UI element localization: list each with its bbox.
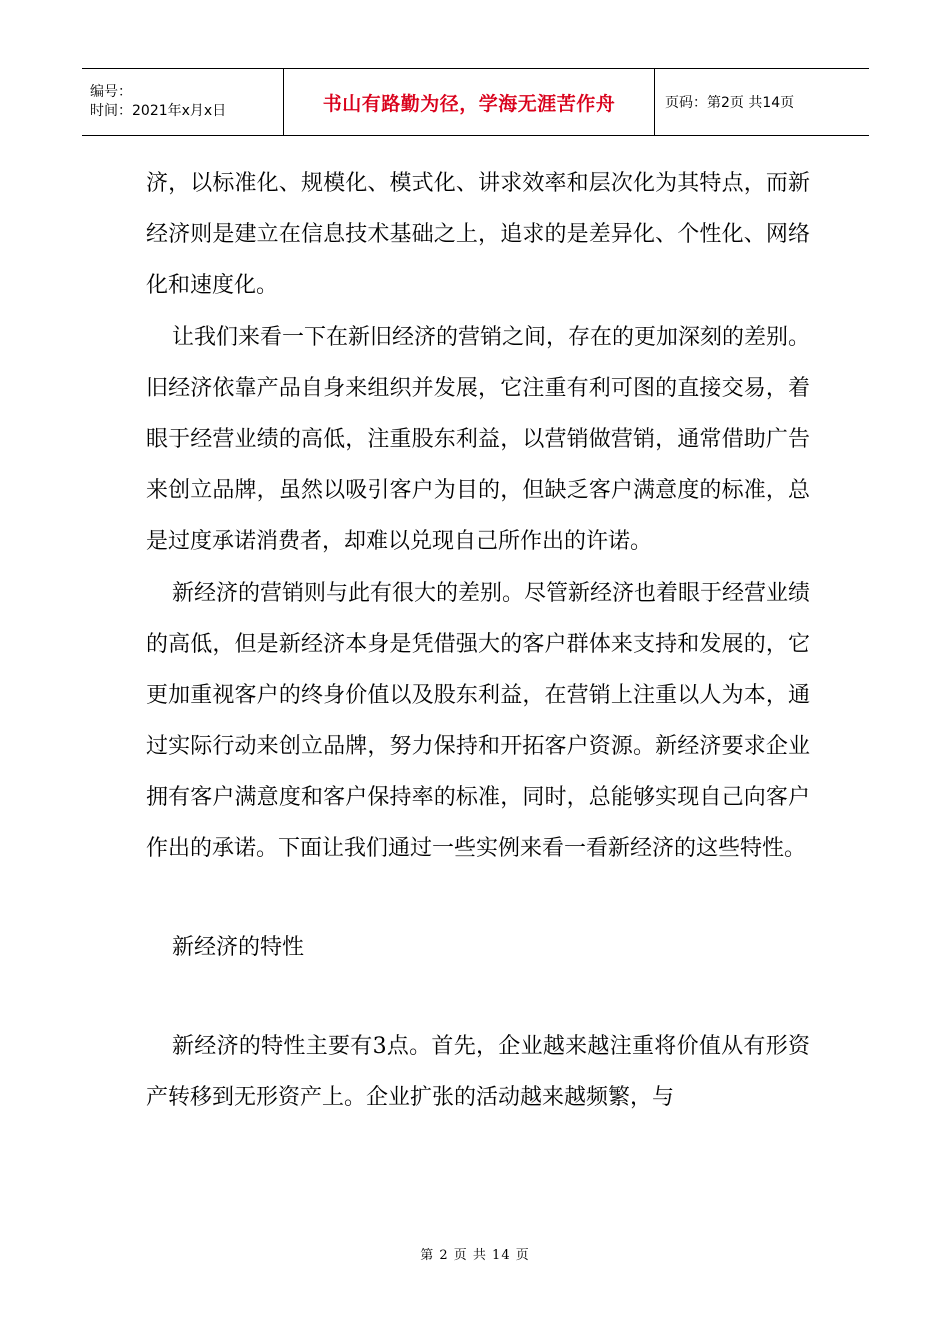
- section-heading: 新经济的特性: [172, 935, 305, 960]
- motto-text: 书山有路勤为径，学海无涯苦作舟: [322, 92, 616, 115]
- page-info: 页码：第2页 共14页: [665, 95, 795, 111]
- page-footer: 第 2 页 共 14 页: [420, 1248, 530, 1263]
- paragraph-2: 让我们来看一下在新旧经济的营销之间，存在的更加深刻的差别。旧经济依靠产品自身来组织并发展，它注重有利可图的直接交易，着眼于经营业绩的高低，注重股东利益，以营销做营销，通常借助广告来创立品牌，虽然以吸引客户为目的，但缺乏客户满意度的标准，总是过度承诺消费者，却难以兑现自己所作出的许诺。: [146, 325, 811, 554]
- time-label: 时间：2021年x月x日: [90, 103, 227, 119]
- paragraph-3: 新经济的营销则与此有很大的差别。尽管新经济也着眼于经营业绩的高低，但是新经济本身是凭借强大的客户群体来支持和发展的，它更加重视客户的终身价值以及股东利益，在营销上注重以人为本，通过实际行动来创立品牌，努力保持和开拓客户资源。新经济要求企业拥有客户满意度和客户保持率的标准，同时，总能够实现自己向客户作出的承诺。下面让我们通过一些实例来看一看新经济的这些特性。: [146, 581, 811, 861]
- paragraph-4: 新经济的特性主要有3点。首先，企业越来越注重将价值从有形资产转移到无形资产上。企业扩张的活动越来越频繁，与: [146, 1034, 810, 1110]
- number-label: 编号：: [90, 84, 132, 100]
- header-motto-cell: [284, 69, 655, 136]
- header-page-cell: [655, 69, 870, 136]
- document-header: [82, 68, 869, 136]
- paragraph-1: 济，以标准化、规模化、模式化、讲求效率和层次化为其特点，而新经济则是建立在信息技术基础之上，追求的是差异化、个性化、网络化和速度化。: [146, 171, 810, 298]
- document-body: [146, 158, 810, 1123]
- header-meta-cell: [82, 69, 284, 136]
